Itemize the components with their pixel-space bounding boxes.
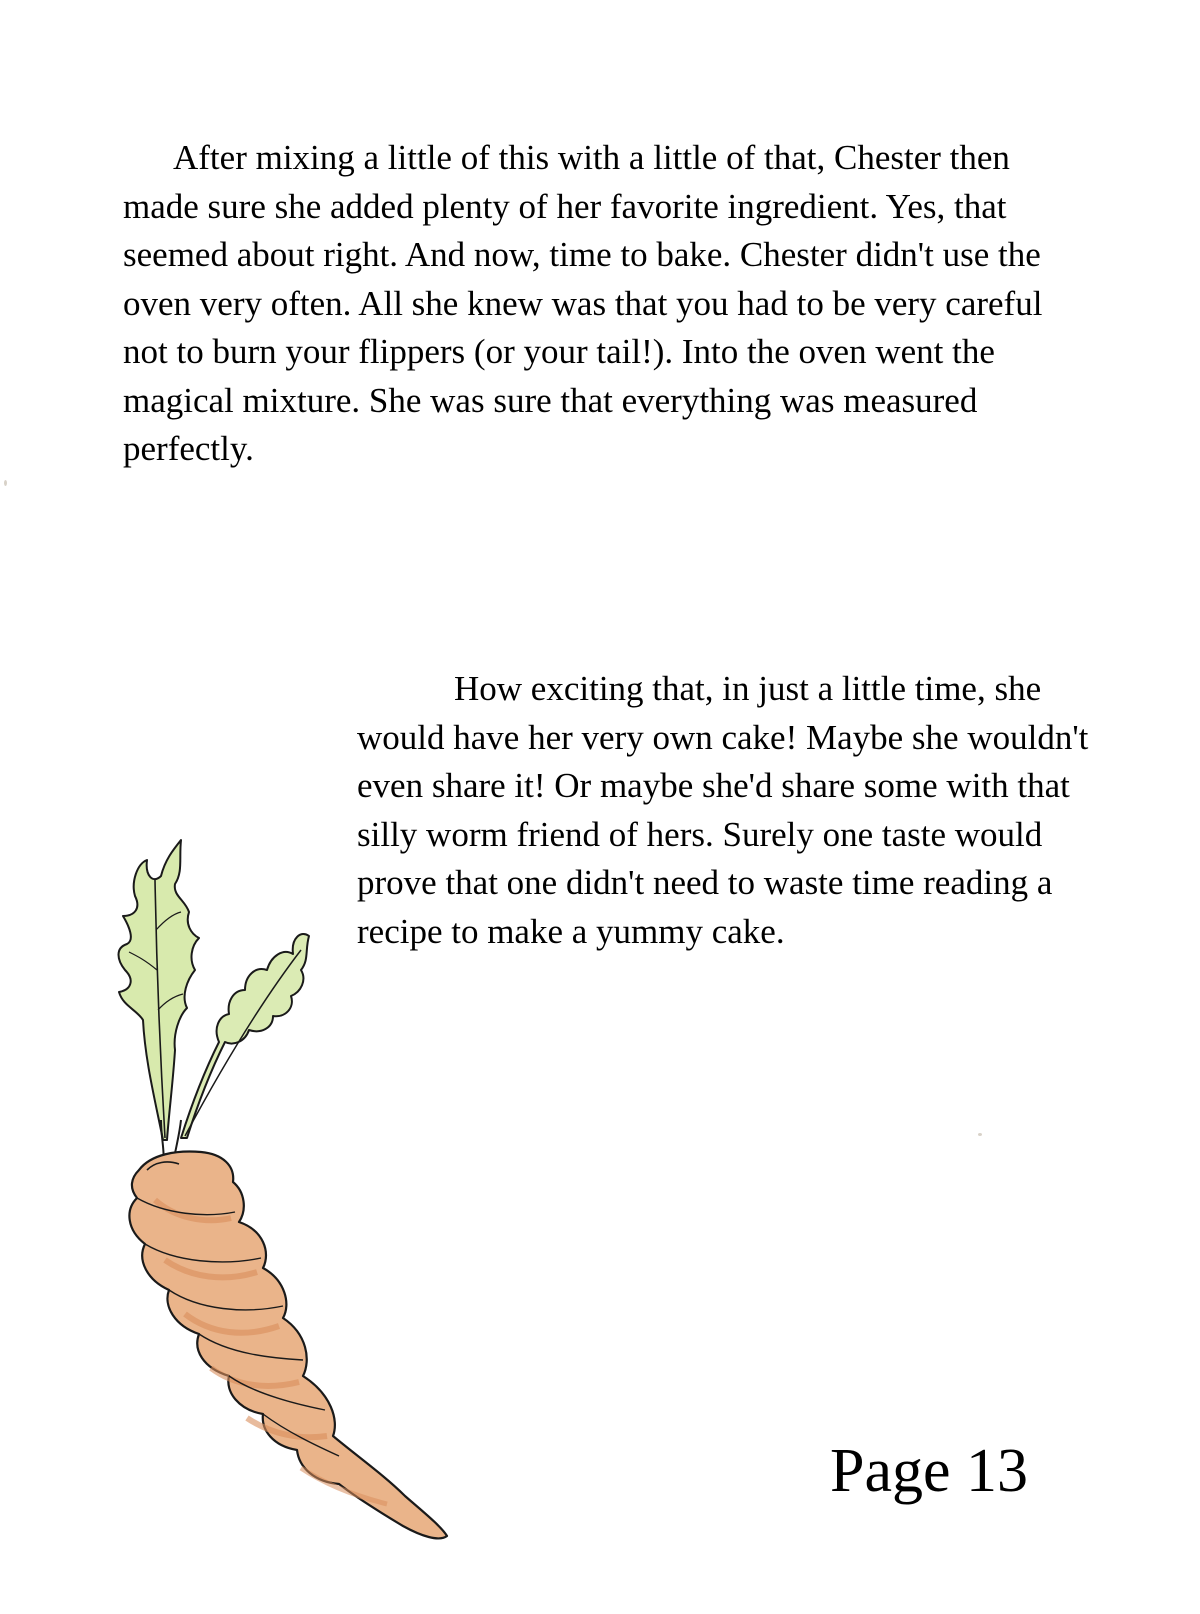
story-paragraph-2: How exciting that, in just a little time, she would have her very own cake! Maybe she wouldn't even share it! Or maybe she'd share some with that silly worm friend of hers. Surely one taste would prove that one didn't need to waste time reading a recipe to make a yummy cake.: [357, 669, 1089, 951]
page-speck: [978, 1133, 982, 1136]
carrot-leaf-left: [119, 840, 200, 1140]
carrot-leaf-right: [181, 934, 309, 1138]
story-paragraph-1: After mixing a little of this with a little of that, Chester then made sure she added plenty of her favorite ingredient. Yes, that seemed about right. And now, time to bake. Chester didn't use the oven very often. All she knew was that you had to be very careful not to burn your flippers (or your tail!). Into the oven went the magical mixture. She was sure that everything was measured perfectly.: [123, 138, 1043, 468]
carrot-illustration: [95, 820, 475, 1560]
page-speck: [4, 480, 7, 486]
page-number: Page 13: [830, 1437, 1029, 1505]
carrot-root: [129, 1152, 447, 1539]
